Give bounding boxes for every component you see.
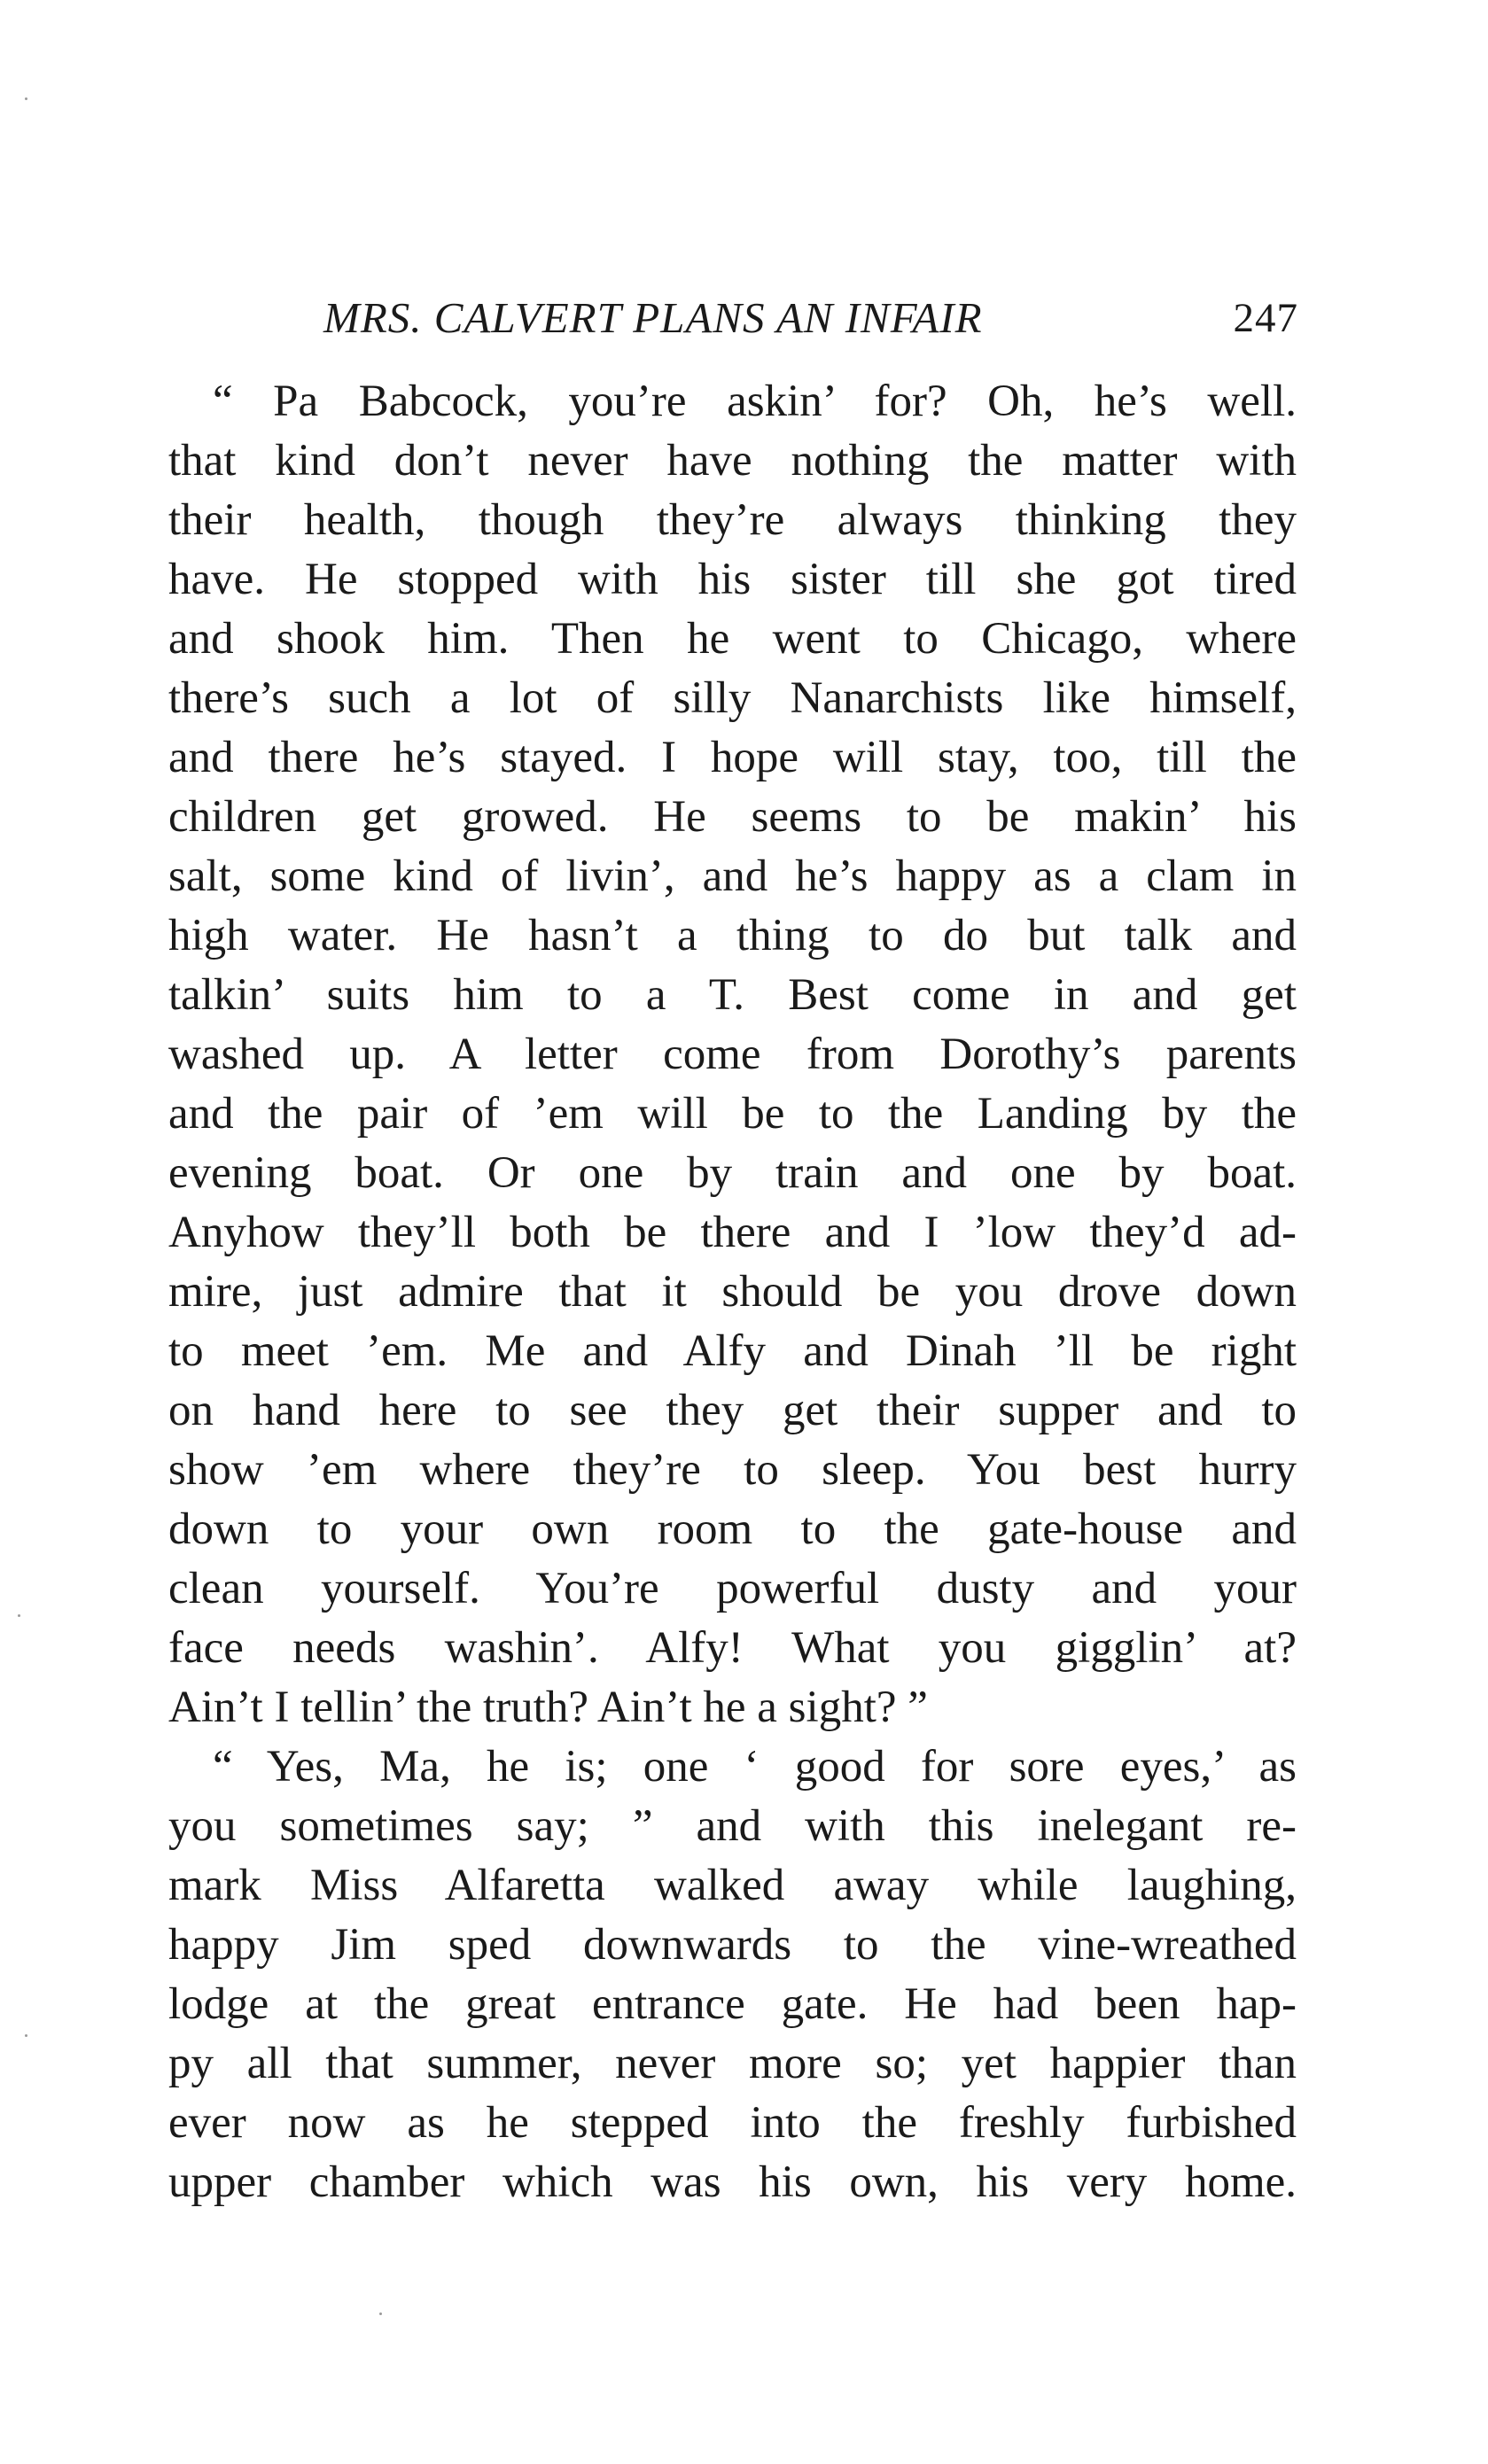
text-line: “ Pa Babcock, you’re askin’ for? Oh, he’s well.: [213, 377, 1297, 426]
text-line: mire, just admire that it should be you drove down: [168, 1267, 1297, 1317]
text-line: and there he’s stayed. I hope will stay, too, till the: [168, 733, 1297, 782]
text-line: face needs washin’. Alfy! What you gigglin’ at?: [168, 1623, 1297, 1673]
text-line: lodge at the great entrance gate. He had been hap-: [168, 1979, 1297, 2029]
text-line: happy Jim sped downwards to the vine-wreathed: [168, 1920, 1297, 1970]
stray-mark: [25, 2034, 27, 2037]
text-line: show ’em where they’re to sleep. You best hurry: [168, 1445, 1297, 1495]
text-line: washed up. A letter come from Dorothy’s parents: [168, 1030, 1297, 1079]
stray-mark: [379, 2312, 382, 2315]
page-number: 247: [1233, 295, 1298, 341]
text-line: Anyhow they’ll both be there and I ’low they’d ad-: [168, 1208, 1297, 1257]
text-line: ever now as he stepped into the freshly furbished: [168, 2098, 1297, 2148]
text-line: down to your own room to the gate-house and: [168, 1504, 1297, 1554]
text-line: mark Miss Alfaretta walked away while laughing,: [168, 1861, 1297, 1910]
text-line: their health, though they’re always thinking they: [168, 495, 1297, 545]
text-line: py all that summer, never more so; yet happier than: [168, 2039, 1297, 2088]
text-line: you sometimes say; ” and with this inelegant re-: [168, 1801, 1297, 1851]
body-text: [168, 372, 1297, 2212]
text-line: and shook him. Then he went to Chicago, where: [168, 614, 1297, 664]
running-title: MRS. CALVERT PLANS AN INFAIR: [323, 293, 983, 342]
text-line: Ain’t I tellin’ the truth? Ain’t he a sight? ”: [168, 1683, 928, 1732]
text-line: on hand here to see they get their supper and to: [168, 1386, 1297, 1435]
stray-mark: [18, 1614, 20, 1617]
text-line: to meet ’em. Me and Alfy and Dinah ’ll be right: [168, 1326, 1297, 1376]
text-line: there’s such a lot of silly Nanarchists like himself,: [168, 673, 1297, 723]
text-line: talkin’ suits him to a T. Best come in and get: [168, 970, 1297, 1020]
text-line: that kind don’t never have nothing the matter with: [168, 436, 1297, 486]
stray-mark: [25, 97, 27, 100]
text-line: high water. He hasn’t a thing to do but talk and: [168, 911, 1297, 960]
text-line: have. He stopped with his sister till she got tired: [168, 555, 1297, 604]
text-line: upper chamber which was his own, his very home.: [168, 2157, 1297, 2207]
text-line: salt, some kind of livin’, and he’s happy as a clam in: [168, 851, 1297, 901]
text-line: evening boat. Or one by train and one by boat.: [168, 1148, 1297, 1198]
running-head: [323, 292, 1298, 354]
text-line: children get growed. He seems to be makin’ his: [168, 792, 1297, 842]
text-line: and the pair of ’em will be to the Landing by the: [168, 1089, 1297, 1139]
text-line: “ Yes, Ma, he is; one ‘ good for sore eyes,’ as: [213, 1742, 1297, 1792]
text-line: clean yourself. You’re powerful dusty and your: [168, 1564, 1297, 1613]
